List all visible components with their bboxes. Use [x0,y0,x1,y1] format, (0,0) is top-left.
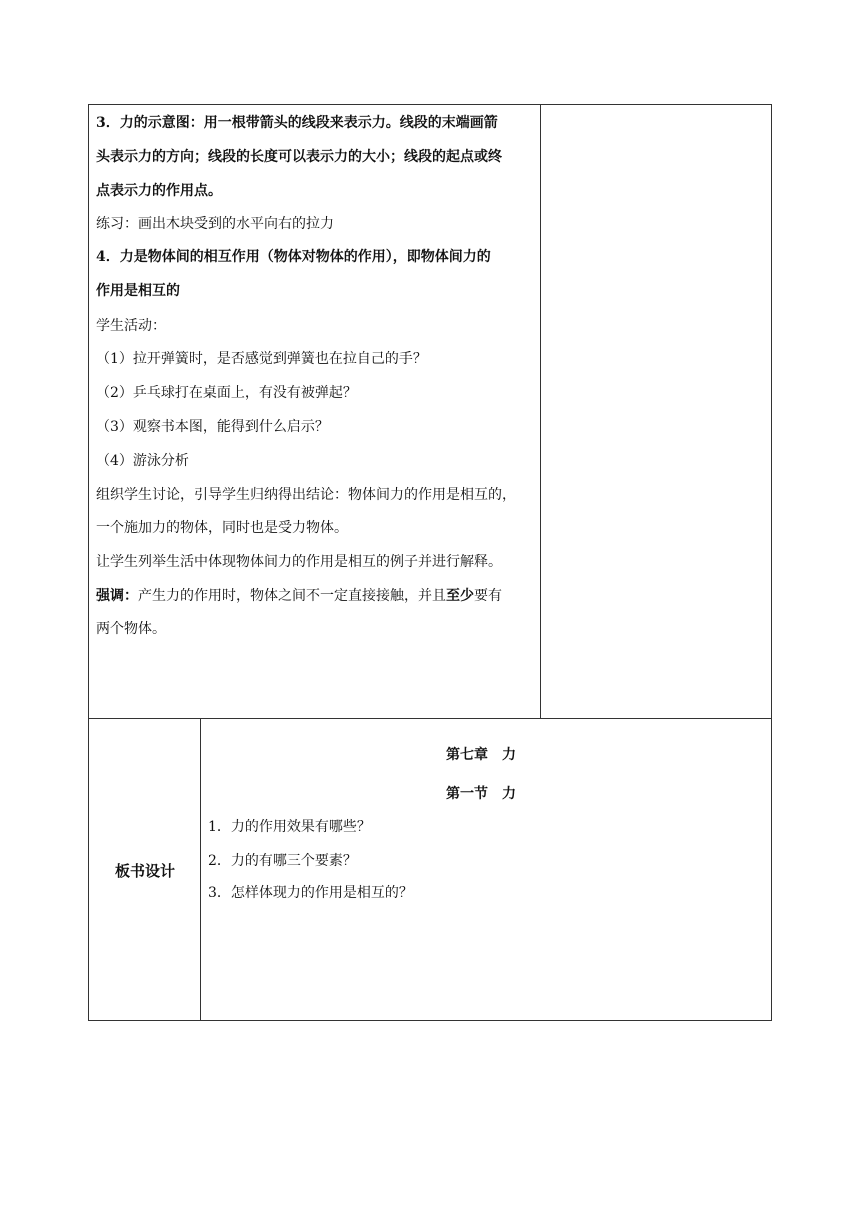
table-border-bottom [88,1020,772,1021]
emphasis-line1 [96,587,502,605]
section-title: 第一节 力 [446,786,516,802]
activity-label: 学生活动： [96,318,166,334]
activity-item-2: （2）乒乓球打在桌面上，有没有被弹起？ [96,385,357,401]
para3-line3: 点表示力的作用点。 [96,183,222,199]
table-border-top [88,104,772,105]
para4-line1: 4．力是物体间的相互作用（物体对物体的作用），即物体间力的 [96,249,491,265]
emphasis-text-b: 要有 [474,588,502,604]
emphasis-label: 强调： [96,588,138,604]
activity-item-1: （1）拉开弹簧时，是否感觉到弹簧也在拉自己的手？ [96,351,427,367]
discussion-line1: 组织学生讨论，引导学生归纳得出结论：物体间力的作用是相互的， [96,487,516,503]
table-border-right [771,104,772,1021]
activity-item-4: （4）游泳分析 [96,453,189,469]
upper-column-divider [540,104,541,719]
discussion-line2: 一个施加力的物体，同时也是受力物体。 [96,520,348,536]
examples-text: 让学生列举生活中体现物体间力的作用是相互的例子并进行解释。 [96,554,502,570]
board-design-label: 板书设计 [114,862,175,880]
exercise-text: 练习：画出木块受到的水平向右的拉力 [96,216,334,232]
table-border-left [88,104,89,1021]
board-question-1: 1．力的作用效果有哪些？ [208,819,371,835]
board-question-3: 3．怎样体现力的作用是相互的？ [208,885,413,901]
board-design-label-wrap [89,862,201,880]
activity-item-3: （3）观察书本图，能得到什么启示？ [96,419,329,435]
emphasis-text-a: 产生力的作用时，物体之间不一定直接接触，并且 [138,588,446,604]
chapter-title: 第七章 力 [446,747,516,763]
para3-line1: 3．力的示意图：用一根带箭头的线段来表示力。线段的末端画箭 [96,115,498,131]
para4-line2: 作用是相互的 [96,283,180,299]
row-divider [88,718,772,719]
emphasis-line2: 两个物体。 [96,621,166,637]
para3-line2: 头表示力的方向；线段的长度可以表示力的大小；线段的起点或终 [96,149,502,165]
board-question-2: 2．力的有哪三个要素？ [208,853,357,869]
emphasis-bold: 至少 [446,588,474,604]
